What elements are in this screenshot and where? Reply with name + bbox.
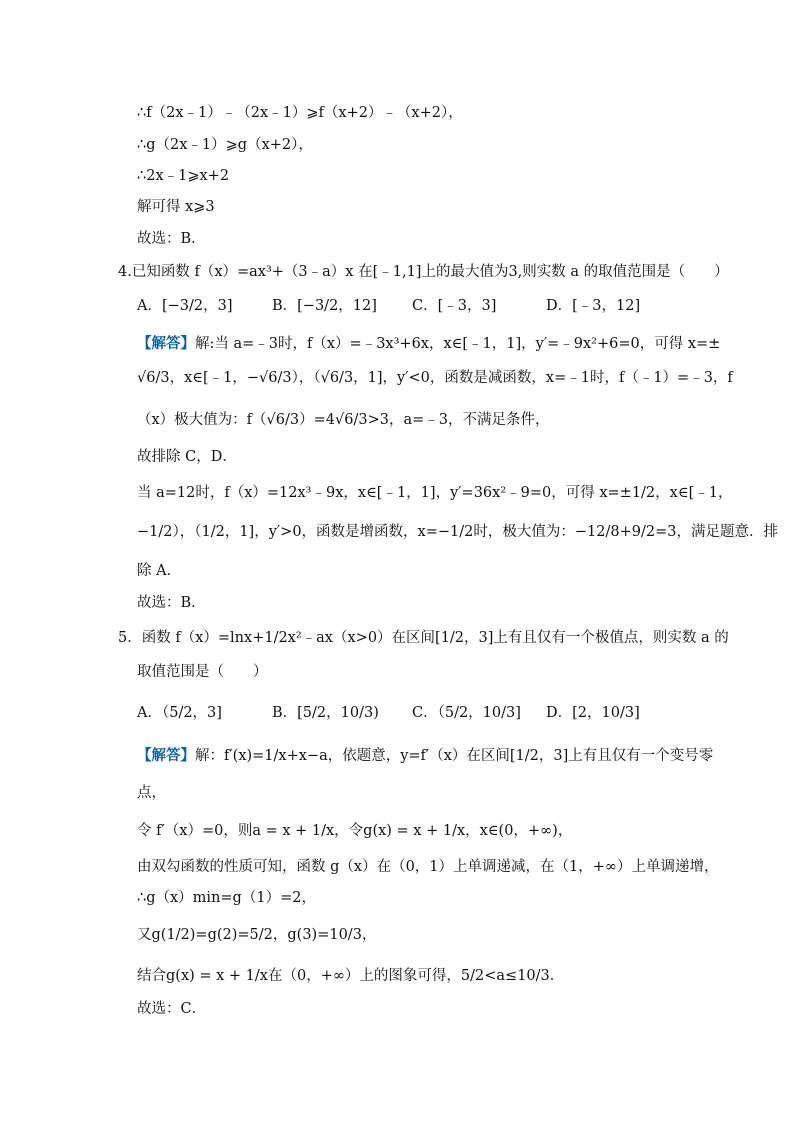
solution-line: 当 a=12时，f（x）=12x³﹣9x，x∈[﹣1，1]，y′=36x²﹣9=0，可得 x=±1/2，x∈[﹣1， (137, 485, 733, 501)
solution-line: 结合g(x) = x + 1/x在（0，+∞）上的图象可得，5/2<a≤10/3． (137, 968, 565, 984)
solution-line: 由双勾函数的性质可知，函数 g（x）在（0，1）上单调递减，在（1，+∞）上单调递增， (137, 859, 719, 875)
text: 故选：B． (137, 231, 206, 247)
solution-line: 【解答】解：f′(x)=1/x+x−a，依题意，y=f′（x）在区间[1/2，3]上有且仅有一个变号零 (137, 747, 714, 764)
solution-line: ∴g（x）min=g（1）=2， (137, 890, 316, 906)
question-4-stem (118, 262, 729, 282)
solution-line: 故排除 C，D． (137, 449, 237, 465)
answer-tag: 【解答】 (137, 335, 195, 352)
text-line (137, 103, 463, 123)
text-line (137, 229, 206, 249)
option-c: C．[﹣3，3] (412, 298, 497, 314)
text: ∴f（2x﹣1）﹣（2x﹣1）⩾f（x+2）﹣（x+2）， (137, 105, 463, 121)
solution-line: 令 f′（x）=0，则a = x + 1/x，令g(x) = x + 1/x，x∈(0，+∞)， (137, 823, 573, 839)
solution-line: 【解答】解:当 a=﹣3时，f（x）=﹣3x³+6x，x∈[﹣1，1]，y′=﹣9x²+6=0，可得 x=± (137, 335, 721, 352)
question-text: 函数 f（x）=lnx+1/2x²﹣ax（x>0）在区间[1/2，3]上有且仅有一个极值点，则实数 a 的 (141, 630, 729, 646)
text-line (137, 197, 215, 217)
text: ∴2x﹣1⩾x+2 (137, 168, 230, 184)
question-5-stem (118, 628, 729, 648)
text-line (137, 166, 229, 186)
option-c: C．（5/2，10/3] (412, 705, 521, 721)
question-text: 已知函数 f（x）=ax³+（3﹣a）x 在[﹣1,1]上的最大值为3,则实数 a 的取值范围是（ ） (131, 264, 729, 280)
option-d: D．[2，10/3] (546, 705, 640, 721)
solution-line: 除 A． (137, 563, 182, 579)
solution-line: 故选：C． (137, 1001, 207, 1017)
option-a: A．[−3/2，3] (137, 298, 233, 314)
option-d: D．[﹣3，12] (546, 298, 641, 314)
solution-line: 又g(1/2)=g(2)=5/2，g(3)=10/3， (137, 927, 377, 943)
answer-tag: 【解答】 (137, 747, 195, 764)
solution-line: 故选：B． (137, 595, 206, 611)
option-b: B．[5/2，10/3) (272, 705, 379, 721)
text: ∴g（2x﹣1）⩾g（x+2）， (137, 137, 313, 153)
solution-line: （x）极大值为：f（√6/3）=4√6/3>3，a=﹣3，不满足条件， (137, 412, 550, 428)
text: 解可得 x⩾3 (137, 199, 215, 215)
solution-line: √6/3，x∈[﹣1，−√6/3），（√6/3，1]，y′<0，函数是减函数，x=﹣1时，f（﹣1）=﹣3，f (137, 370, 733, 386)
question-5-stem-continued: 取值范围是（ ） (137, 664, 268, 680)
solution-line: −1/2），（1/2，1]，y′>0，函数是增函数，x=−1/2时，极大值为：−12/8+9/2=3，满足题意．排 (137, 524, 778, 540)
question-number: 5． (118, 630, 142, 646)
text-line (137, 135, 313, 155)
option-b: B．[−3/2，12] (272, 298, 377, 314)
solution-line: 点， (137, 785, 166, 801)
option-a: A．（5/2，3] (137, 705, 222, 721)
question-number: 4. (118, 264, 132, 280)
